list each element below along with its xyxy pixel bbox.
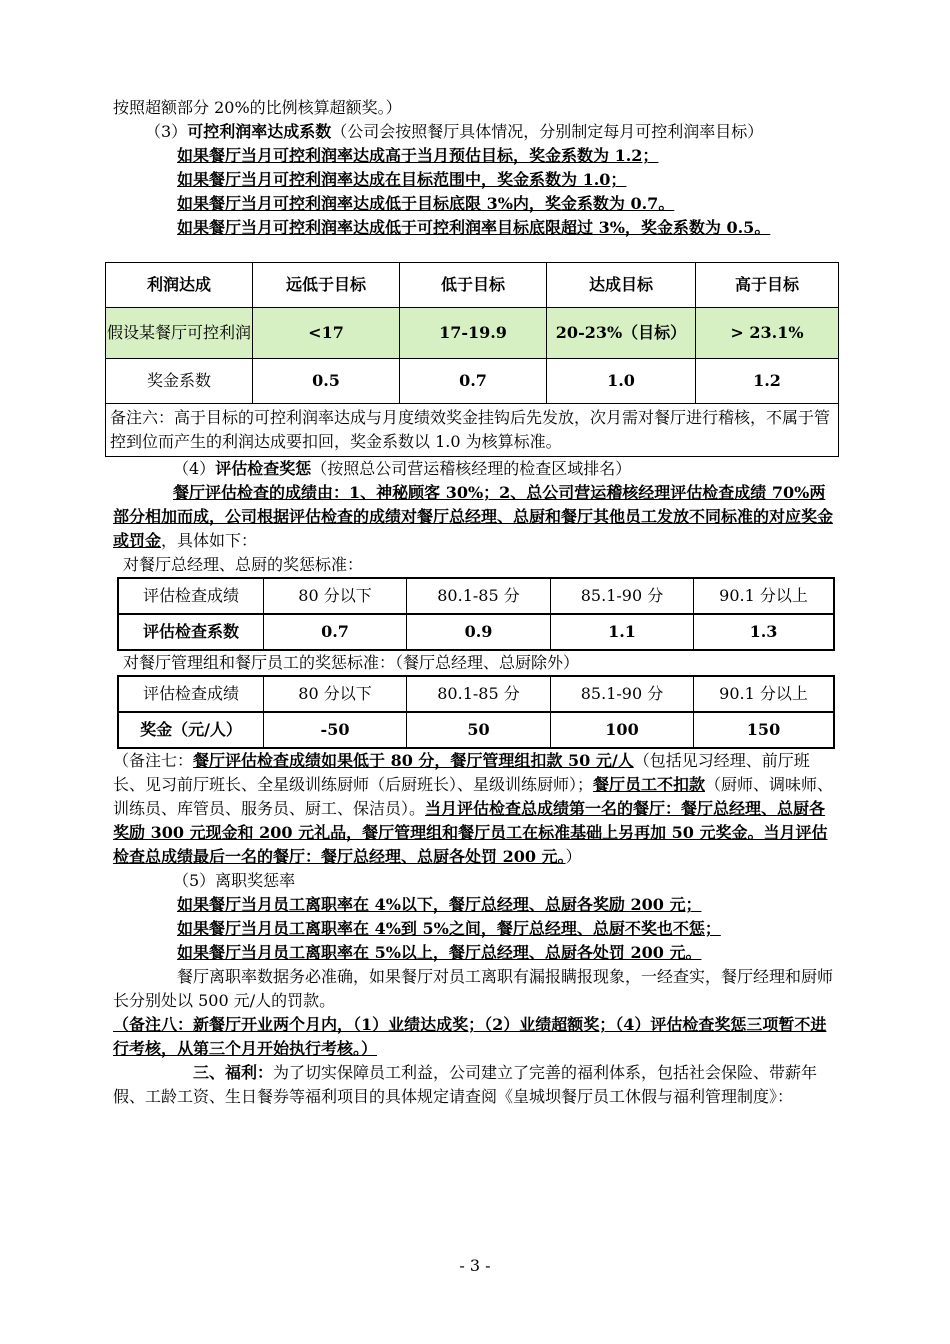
table-cell: 0.9 bbox=[407, 614, 551, 650]
page-number: - 3 - bbox=[459, 1256, 491, 1275]
paragraph-evaluation bbox=[113, 481, 838, 553]
table-cell: 远低于目标 bbox=[253, 263, 400, 308]
note-emphasis: 餐厅评估检查成绩如果低于 80 分，餐厅管理组扣款 50 元/人 bbox=[193, 751, 634, 770]
document-page bbox=[106, 96, 838, 1109]
table-row bbox=[118, 676, 834, 712]
rule-line: 如果餐厅当月可控利润率达成高于当月预估目标，奖金系数为 1.2； bbox=[177, 146, 659, 165]
note-text: （备注七： bbox=[113, 751, 194, 770]
table-cell: <17 bbox=[253, 308, 400, 359]
table-label-staff: 对餐厅管理组和餐厅员工的奖惩标准：（餐厅总经理、总厨除外） bbox=[123, 653, 580, 672]
heading-profit-coefficient bbox=[113, 120, 838, 144]
heading-number: （4） bbox=[173, 459, 216, 478]
table-cell: -50 bbox=[264, 712, 407, 748]
table-cell: 100 bbox=[551, 712, 694, 748]
table-cell: 1.0 bbox=[547, 359, 696, 404]
table-cell: 90.1 分以上 bbox=[694, 676, 835, 712]
welfare-text: 为了切实保障员工利益，公司建立了完善的福利体系，包括社会保险、带薪年假、工龄工资、生日餐券等福利项目的具体规定请查阅《皇城坝餐厅员工休假与福利管理制度》： bbox=[113, 1063, 818, 1106]
note-emphasis: 当月评估检查总成绩第一名的餐厅：餐厅总经理、总厨各奖励 300 元现金和 200 元礼品，餐厅管理组和餐厅员工在标准基础上另再加 50 元奖金。当月评估检查总成绩最后一名的餐厅：餐厅总经理、总厨各处罚 200 元。 bbox=[113, 799, 828, 866]
note-text: ） bbox=[565, 847, 582, 866]
table-cell: 达成目标 bbox=[547, 263, 696, 308]
table-cell: 50 bbox=[407, 712, 551, 748]
heading-note: （公司会按照餐厅具体情况，分别制定每月可控利润率目标） bbox=[331, 122, 764, 141]
table-row bbox=[118, 578, 834, 614]
rule-line: 如果餐厅当月可控利润率达成在目标范围中，奖金系数为 1.0； bbox=[177, 170, 627, 189]
table-cell: 1.2 bbox=[696, 359, 839, 404]
table-cell: 0.7 bbox=[400, 359, 547, 404]
table-cell: 高于目标 bbox=[696, 263, 839, 308]
table-cell: 90.1 分以上 bbox=[694, 578, 835, 614]
heading-number: （3） bbox=[145, 122, 188, 141]
table-row bbox=[106, 308, 839, 359]
rule-line: 如果餐厅当月可控利润率达成低于可控利润率目标底限超过 3%，奖金系数为 0.5。 bbox=[177, 218, 771, 237]
table-cell: 评估检查系数 bbox=[118, 614, 264, 650]
table-cell: 80.1-85 分 bbox=[407, 578, 551, 614]
table-cell: 85.1-90 分 bbox=[551, 676, 694, 712]
table-cell: 利润达成 bbox=[106, 263, 253, 308]
table-cell: > 23.1% bbox=[696, 308, 839, 359]
heading-title: 可控利润率达成系数 bbox=[187, 122, 332, 141]
rule-line: 如果餐厅当月可控利润率达成低于目标底限 3%内，奖金系数为 0.7。 bbox=[177, 194, 675, 213]
rule-line: 如果餐厅当月员工离职率在 4%以下，餐厅总经理、总厨各奖励 200 元； bbox=[177, 895, 702, 914]
heading-evaluation bbox=[113, 457, 838, 481]
note-emphasis: 餐厅员工不扣款 bbox=[593, 775, 706, 794]
heading-title: 评估检查奖惩 bbox=[215, 459, 312, 478]
gm-evaluation-table bbox=[117, 577, 835, 651]
table-cell: 0.7 bbox=[264, 614, 407, 650]
evaluation-tail: ，具体如下： bbox=[161, 531, 258, 550]
table-cell: 80.1-85 分 bbox=[407, 676, 551, 712]
table-cell: 评估检查成绩 bbox=[118, 578, 264, 614]
table-cell: 评估检查成绩 bbox=[118, 676, 264, 712]
table-row bbox=[106, 263, 839, 308]
paragraph-welfare bbox=[113, 1061, 838, 1109]
note-seven bbox=[113, 749, 838, 869]
paragraph-excess-bonus: 按照超额部分 20%的比例核算超额奖。） bbox=[113, 98, 402, 117]
note-text: （包括见习经理、前厅班长、见习前厅班长、全星级训练厨师（后厨班长）、星级训练厨师）； bbox=[113, 751, 810, 794]
rule-line: 如果餐厅当月员工离职率在 5%以上，餐厅总经理、总厨各处罚 200 元。 bbox=[177, 943, 702, 962]
table-cell: 150 bbox=[694, 712, 835, 748]
welfare-title: 三、福利： bbox=[193, 1063, 274, 1082]
table-cell: 1.1 bbox=[551, 614, 694, 650]
table-cell: 85.1-90 分 bbox=[551, 578, 694, 614]
table-cell: 80 分以下 bbox=[264, 676, 407, 712]
table-cell: 0.5 bbox=[253, 359, 400, 404]
table-row bbox=[118, 712, 834, 748]
note-text: （厨师、调味师、训练员、库管员、服务员、厨工、保洁员）。 bbox=[113, 775, 834, 818]
table-cell: 假设某餐厅可控利润 bbox=[106, 308, 253, 359]
rule-line: 如果餐厅当月员工离职率在 4%到 5%之间，餐厅总经理、总厨不奖也不惩； bbox=[177, 919, 721, 938]
table-cell: 奖金系数 bbox=[106, 359, 253, 404]
table-cell: 17-19.9 bbox=[400, 308, 547, 359]
evaluation-rule: 餐厅评估检查的成绩由：1、神秘顾客 30%；2、总公司营运稽核经理评估检查成绩 70%两部分相加而成，公司根据评估检查的成绩对餐厅总经理、总厨和餐厅其他员工发放不同标准的对应奖金或罚金 bbox=[113, 483, 834, 550]
heading-note: （按照总公司营运稽核经理的检查区域排名） bbox=[311, 459, 632, 478]
table-cell: 奖金（元/人） bbox=[118, 712, 264, 748]
table-cell: 1.3 bbox=[694, 614, 835, 650]
staff-evaluation-table bbox=[117, 675, 835, 749]
table-row bbox=[106, 404, 839, 457]
table-note: 备注六：高于目标的可控利润率达成与月度绩效奖金挂钩后先发放，次月需对餐厅进行稽核，不属于管控到位而产生的利润达成要扣回，奖金系数以 1.0 为核算标准。 bbox=[106, 404, 839, 457]
paragraph-turnover: 餐厅离职率数据务必准确，如果餐厅对员工离职有漏报瞒报现象，一经查实，餐厅经理和厨师长分别处以 500 元/人的罚款。 bbox=[113, 967, 834, 1010]
table-row bbox=[106, 359, 839, 404]
heading-turnover: （5）离职奖惩率 bbox=[173, 871, 296, 890]
table-row bbox=[118, 614, 834, 650]
table-cell: 低于目标 bbox=[400, 263, 547, 308]
profit-coefficient-table bbox=[105, 262, 839, 457]
table-cell: 20-23%（目标） bbox=[547, 308, 696, 359]
table-cell: 80 分以下 bbox=[264, 578, 407, 614]
table-label-gm: 对餐厅总经理、总厨的奖惩标准： bbox=[123, 555, 364, 574]
note-eight: （备注八：新餐厅开业两个月内，（1）业绩达成奖；（2）业绩超额奖；（4）评估检查奖惩三项暂不进行考核，从第三个月开始执行考核。） bbox=[113, 1015, 827, 1058]
